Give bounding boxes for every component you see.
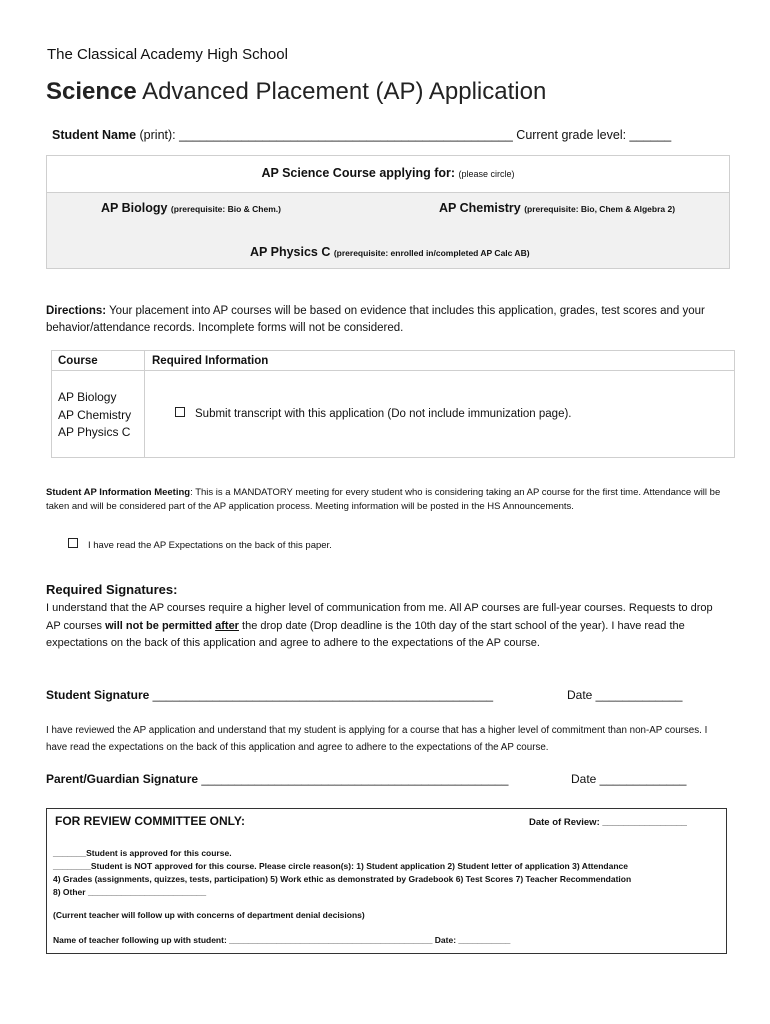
course-option-physics[interactable] [250,245,530,259]
physics-label: AP Physics C [250,245,334,259]
signatures-paragraph [46,600,726,653]
review-date-field[interactable]: Date of Review: ________________ [529,817,687,828]
read-expectations-checkbox[interactable] [68,538,78,548]
student-name-label: Student Name [52,128,137,142]
table-divider-vertical [144,351,145,457]
student-name-line [52,128,671,142]
review-decision-lines [53,847,718,899]
student-name-print: (print): [136,128,180,142]
table-divider-horizontal [52,370,734,371]
parent-paragraph: I have reviewed the AP application and understand that my student is applying for a course that has a higher level of commitment than non-AP courses. I have read the expectations on the back of this application and agree to adhere to the expectations of the AP course. [46,725,708,753]
transcript-requirement-text: Submit transcript with this application (Do not include immunization page). [195,408,572,420]
parent-signature-line [46,772,508,786]
course-box-header-label: AP Science Course applying for: [261,166,459,180]
review-committee-box [46,808,727,954]
review-approved-line[interactable]: _______Student is approved for this course. [53,848,232,858]
review-not-approved-line[interactable]: ________Student is NOT approved for this course. Please circle reason(s): 1) Student application 2) Student letter of application 3) Attendance [53,861,628,871]
meeting-text: : This is a MANDATORY meeting for every student who is considering taking an AP course for the first time. Attendance will be taken and will be considered part of the AP application process. Meeting information will be posted in the HS Announcements. [46,487,721,512]
student-signature-field[interactable]: ___________________________________________________ [149,688,494,702]
column-header-required: Required Information [152,355,269,367]
page-title [46,78,546,106]
column-header-course: Course [58,355,98,367]
course-box-header-note: (please circle) [458,169,515,179]
course-selection-box [46,155,730,269]
transcript-checkbox[interactable] [175,407,185,417]
review-other-line[interactable]: 8) Other _________________________ [53,887,207,897]
signatures-heading: Required Signatures: [46,582,178,597]
course-list-item: AP Physics C [58,425,131,439]
review-title: FOR REVIEW COMMITTEE ONLY: [55,814,246,828]
course-option-biology[interactable] [101,201,281,215]
directions-text: Your placement into AP courses will be based on evidence that includes this application, grades, test scores and your behavior/attendance records. Incomplete forms will not be considered. [46,305,705,334]
review-note: (Current teacher will follow up with concerns of department denial decisions) [53,910,365,920]
read-expectations-text: I have read the AP Expectations on the back of this paper. [88,540,332,551]
parent-signature-field[interactable]: ______________________________________________ [198,772,509,786]
review-teacher-line[interactable]: Name of teacher following up with student: ___________________________________________ Date: ___________ [53,935,511,945]
review-reasons-line: 4) Grades (assignments, quizzes, tests, participation) 5) Work ethic as demonstrated by Gradebook 6) Test Scores 7) Teacher Recommendation [53,874,632,884]
grade-level-field[interactable]: Current grade level: ______ [512,128,672,142]
student-date-field[interactable]: Date _____________ [567,688,683,702]
course-option-chemistry[interactable] [439,201,675,215]
meeting-paragraph [46,486,726,514]
title-rest: Advanced Placement (AP) Application [136,78,547,105]
read-expectations-item [68,538,332,551]
student-name-field[interactable]: ________________________________________________ [179,128,513,142]
directions-paragraph [46,303,726,337]
required-info-table [51,350,735,458]
course-list-item: AP Biology [58,390,117,404]
parent-signature-label: Parent/Guardian Signature [46,772,199,786]
directions-label: Directions: [46,305,107,317]
chemistry-label: AP Chemistry [439,201,525,215]
biology-label: AP Biology [101,201,171,215]
parent-date-field[interactable]: Date _____________ [571,772,687,786]
title-bold: Science [46,78,137,105]
course-list [58,389,131,442]
school-name: The Classical Academy High School [47,46,288,63]
signatures-text-bold: will not be permitted [105,619,213,632]
student-signature-line [46,688,493,702]
biology-prereq: (prerequisite: Bio & Chem.) [170,204,281,214]
student-signature-label: Student Signature [46,688,150,702]
chemistry-prereq: (prerequisite: Bio, Chem & Algebra 2) [524,204,676,214]
transcript-requirement [175,407,572,420]
meeting-label: Student AP Information Meeting [46,487,191,498]
course-list-item: AP Chemistry [58,407,132,422]
signatures-text-under: after [215,619,239,632]
course-options [47,193,729,268]
signatures-text-b: the drop date (Drop deadline is the 10th day of the start school of the year). I have read the expectations on the back of this application and agree to adhere to the expectations of the AP course. [46,619,685,649]
course-box-header [47,156,729,193]
signatures-text-a: I understand that the AP courses require a higher level of communication from me. All AP courses are full-year courses. Requests to drop AP courses [46,602,713,632]
physics-prereq: (prerequisite: enrolled in/completed AP Calc AB) [333,248,530,258]
